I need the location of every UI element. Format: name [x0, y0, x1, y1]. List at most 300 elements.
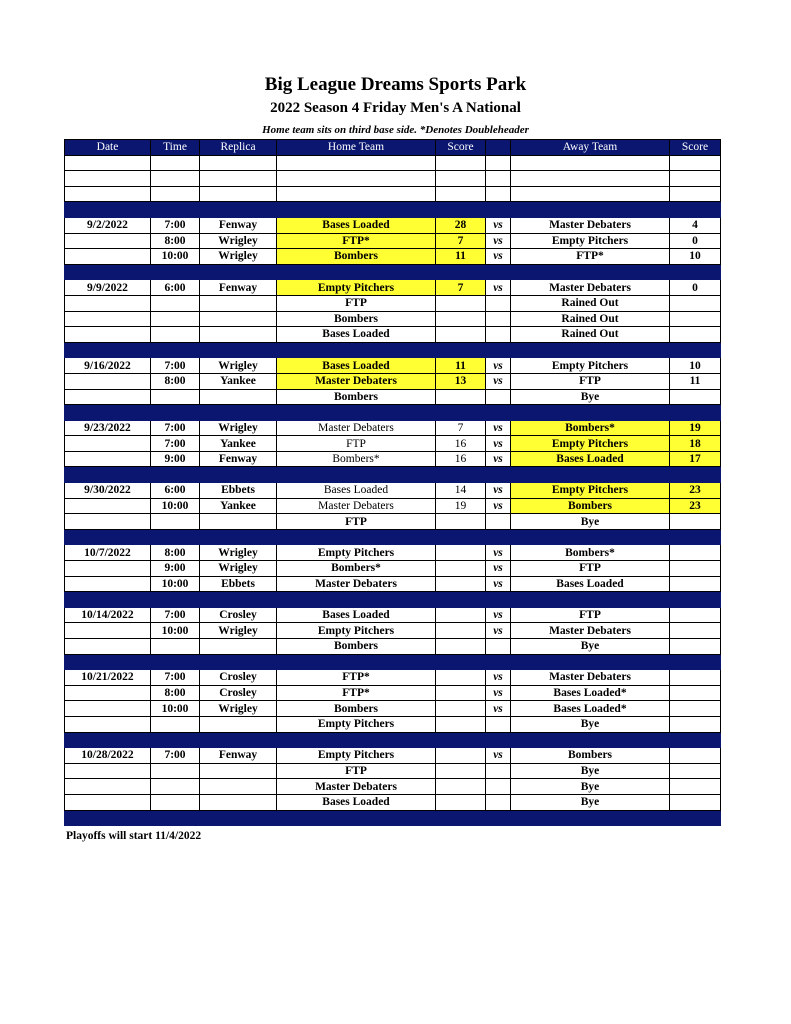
time-cell: 8:00 [151, 233, 200, 249]
away-team-cell: Master Debaters [511, 280, 670, 296]
away-team-cell: Empty Pitchers [511, 233, 670, 249]
away-score-cell [670, 748, 721, 764]
away-team-cell: Bye [511, 779, 670, 795]
separator-cell [511, 529, 670, 545]
home-team-cell: Master Debaters [277, 576, 436, 592]
week-separator-row [65, 405, 721, 421]
table-row [65, 249, 721, 265]
separator-cell [65, 467, 151, 483]
time-cell: 6:00 [151, 280, 200, 296]
separator-cell [151, 202, 200, 218]
separator-cell [436, 467, 486, 483]
separator-cell [65, 405, 151, 421]
blank-row [65, 171, 721, 187]
separator-cell [670, 654, 721, 670]
separator-cell [436, 529, 486, 545]
schedule-table [64, 139, 721, 826]
table-row [65, 514, 721, 530]
home-score-cell: 7 [436, 280, 486, 296]
home-team-cell: Bases Loaded [277, 794, 436, 810]
away-team-cell: Bases Loaded [511, 451, 670, 467]
table-row [65, 451, 721, 467]
table-row [65, 483, 721, 499]
empty-cell [670, 171, 721, 187]
home-team-cell: FTP [277, 514, 436, 530]
home-score-cell [436, 607, 486, 623]
separator-cell [511, 467, 670, 483]
date-cell [65, 763, 151, 779]
replica-cell: Wrigley [200, 545, 277, 561]
separator-cell [436, 654, 486, 670]
separator-cell [486, 342, 511, 358]
away-team-cell: Bye [511, 514, 670, 530]
separator-cell [511, 202, 670, 218]
home-team-cell: Master Debaters [277, 779, 436, 795]
separator-cell [436, 732, 486, 748]
week-separator-row [65, 654, 721, 670]
separator-cell [277, 342, 436, 358]
date-cell [65, 701, 151, 717]
separator-cell [151, 467, 200, 483]
replica-cell [200, 763, 277, 779]
replica-cell [200, 295, 277, 311]
separator-cell [151, 405, 200, 421]
separator-cell [151, 264, 200, 280]
away-score-cell: 23 [670, 483, 721, 499]
away-score-cell: 10 [670, 358, 721, 374]
time-cell [151, 716, 200, 732]
week-separator-row [65, 529, 721, 545]
table-row [65, 217, 721, 233]
table-row [65, 389, 721, 405]
col-header-time: Time [151, 140, 200, 156]
date-cell [65, 514, 151, 530]
separator-cell [151, 810, 200, 826]
table-row [65, 498, 721, 514]
separator-cell [486, 264, 511, 280]
week-separator-row [65, 467, 721, 483]
week-separator-row [65, 592, 721, 608]
home-team-cell: Bases Loaded [277, 217, 436, 233]
separator-cell [151, 654, 200, 670]
away-score-cell [670, 670, 721, 686]
home-team-cell: Bases Loaded [277, 607, 436, 623]
empty-cell [151, 171, 200, 187]
date-cell: 10/14/2022 [65, 607, 151, 623]
table-row [65, 748, 721, 764]
vs-cell [486, 514, 511, 530]
empty-cell [200, 186, 277, 202]
replica-cell: Ebbets [200, 576, 277, 592]
week-separator-row [65, 810, 721, 826]
home-score-cell: 14 [436, 483, 486, 499]
separator-cell [200, 592, 277, 608]
away-team-cell: Master Debaters [511, 623, 670, 639]
away-team-cell: Empty Pitchers [511, 358, 670, 374]
date-cell [65, 716, 151, 732]
empty-cell [277, 171, 436, 187]
date-cell: 9/9/2022 [65, 280, 151, 296]
vs-cell: vs [486, 701, 511, 717]
empty-cell [486, 155, 511, 171]
vs-cell: vs [486, 451, 511, 467]
away-score-cell [670, 716, 721, 732]
replica-cell [200, 716, 277, 732]
col-header-home-team: Home Team [277, 140, 436, 156]
separator-cell [436, 810, 486, 826]
table-header-row [65, 140, 721, 156]
date-cell [65, 794, 151, 810]
table-row [65, 763, 721, 779]
separator-cell [436, 264, 486, 280]
vs-cell [486, 763, 511, 779]
away-team-cell: Master Debaters [511, 670, 670, 686]
empty-cell [486, 186, 511, 202]
separator-cell [511, 405, 670, 421]
table-row [65, 607, 721, 623]
away-score-cell: 17 [670, 451, 721, 467]
table-row [65, 716, 721, 732]
away-team-cell: Rained Out [511, 327, 670, 343]
vs-cell: vs [486, 607, 511, 623]
home-score-cell: 16 [436, 451, 486, 467]
col-header-date: Date [65, 140, 151, 156]
date-cell [65, 451, 151, 467]
home-team-cell: FTP* [277, 670, 436, 686]
replica-cell: Yankee [200, 498, 277, 514]
home-score-cell [436, 794, 486, 810]
vs-cell [486, 716, 511, 732]
time-cell: 7:00 [151, 358, 200, 374]
table-row [65, 545, 721, 561]
vs-cell [486, 794, 511, 810]
separator-cell [511, 342, 670, 358]
replica-cell [200, 639, 277, 655]
replica-cell: Fenway [200, 451, 277, 467]
time-cell [151, 295, 200, 311]
separator-cell [277, 592, 436, 608]
away-team-cell: Rained Out [511, 311, 670, 327]
separator-cell [670, 342, 721, 358]
away-score-cell: 0 [670, 233, 721, 249]
separator-cell [151, 529, 200, 545]
separator-cell [670, 467, 721, 483]
vs-cell [486, 639, 511, 655]
vs-cell [486, 327, 511, 343]
separator-cell [200, 810, 277, 826]
time-cell: 10:00 [151, 249, 200, 265]
separator-cell [277, 264, 436, 280]
separator-cell [151, 342, 200, 358]
separator-cell [486, 732, 511, 748]
separator-cell [65, 529, 151, 545]
home-score-cell [436, 779, 486, 795]
away-score-cell: 18 [670, 436, 721, 452]
col-header-vs [486, 140, 511, 156]
empty-cell [65, 186, 151, 202]
empty-cell [486, 171, 511, 187]
home-team-cell: Bombers* [277, 451, 436, 467]
week-separator-row [65, 264, 721, 280]
time-cell: 6:00 [151, 483, 200, 499]
empty-cell [277, 155, 436, 171]
home-team-cell: Bombers [277, 701, 436, 717]
away-score-cell [670, 685, 721, 701]
time-cell: 9:00 [151, 561, 200, 577]
separator-cell [277, 467, 436, 483]
away-score-cell: 4 [670, 217, 721, 233]
home-score-cell: 16 [436, 436, 486, 452]
away-team-cell: Bombers [511, 498, 670, 514]
table-row [65, 311, 721, 327]
vs-cell: vs [486, 545, 511, 561]
week-separator-row [65, 342, 721, 358]
time-cell: 7:00 [151, 217, 200, 233]
empty-cell [670, 186, 721, 202]
time-cell: 7:00 [151, 436, 200, 452]
vs-cell: vs [486, 623, 511, 639]
separator-cell [151, 592, 200, 608]
page-title: Big League Dreams Sports Park [264, 74, 527, 95]
separator-cell [65, 654, 151, 670]
col-header-away-score: Score [670, 140, 721, 156]
home-team-cell: FTP* [277, 685, 436, 701]
separator-cell [511, 654, 670, 670]
empty-cell [200, 171, 277, 187]
away-score-cell [670, 545, 721, 561]
replica-cell: Crosley [200, 670, 277, 686]
away-score-cell: 23 [670, 498, 721, 514]
table-row [65, 358, 721, 374]
separator-cell [65, 592, 151, 608]
date-cell [65, 561, 151, 577]
vs-cell [486, 389, 511, 405]
vs-cell: vs [486, 748, 511, 764]
away-score-cell [670, 389, 721, 405]
table-row [65, 794, 721, 810]
empty-cell [436, 171, 486, 187]
vs-cell: vs [486, 670, 511, 686]
home-score-cell [436, 701, 486, 717]
time-cell: 7:00 [151, 670, 200, 686]
separator-cell [511, 592, 670, 608]
home-team-cell: FTP* [277, 233, 436, 249]
away-score-cell [670, 311, 721, 327]
home-score-cell: 13 [436, 373, 486, 389]
separator-cell [200, 732, 277, 748]
vs-cell: vs [486, 358, 511, 374]
vs-cell: vs [486, 280, 511, 296]
date-cell [65, 623, 151, 639]
date-cell [65, 327, 151, 343]
replica-cell: Crosley [200, 607, 277, 623]
separator-cell [486, 654, 511, 670]
home-score-cell: 28 [436, 217, 486, 233]
replica-cell: Fenway [200, 748, 277, 764]
separator-cell [486, 810, 511, 826]
home-score-cell [436, 545, 486, 561]
replica-cell: Crosley [200, 685, 277, 701]
home-score-cell: 11 [436, 358, 486, 374]
replica-cell: Wrigley [200, 233, 277, 249]
separator-cell [486, 405, 511, 421]
week-separator-row [65, 202, 721, 218]
separator-cell [436, 342, 486, 358]
table-row [65, 561, 721, 577]
vs-cell: vs [486, 498, 511, 514]
replica-cell: Wrigley [200, 420, 277, 436]
vs-cell [486, 779, 511, 795]
away-score-cell: 0 [670, 280, 721, 296]
home-score-cell: 11 [436, 249, 486, 265]
week-separator-row [65, 732, 721, 748]
empty-cell [670, 155, 721, 171]
separator-cell [511, 810, 670, 826]
time-cell [151, 389, 200, 405]
home-score-cell [436, 623, 486, 639]
separator-cell [277, 732, 436, 748]
away-score-cell [670, 623, 721, 639]
away-score-cell [670, 763, 721, 779]
time-cell [151, 794, 200, 810]
time-cell: 10:00 [151, 623, 200, 639]
home-team-cell: Bombers [277, 311, 436, 327]
home-score-cell [436, 311, 486, 327]
home-team-cell: FTP [277, 763, 436, 779]
separator-cell [200, 264, 277, 280]
date-cell: 10/28/2022 [65, 748, 151, 764]
table-row [65, 701, 721, 717]
date-cell: 9/30/2022 [65, 483, 151, 499]
separator-cell [670, 732, 721, 748]
time-cell [151, 514, 200, 530]
table-row [65, 436, 721, 452]
replica-cell [200, 794, 277, 810]
away-team-cell: Bombers* [511, 420, 670, 436]
separator-cell [277, 529, 436, 545]
home-team-cell: Bombers [277, 389, 436, 405]
home-team-cell: FTP [277, 436, 436, 452]
away-score-cell [670, 327, 721, 343]
away-team-cell: FTP* [511, 249, 670, 265]
separator-cell [670, 405, 721, 421]
separator-cell [65, 810, 151, 826]
date-cell [65, 373, 151, 389]
table-row [65, 233, 721, 249]
home-score-cell [436, 685, 486, 701]
separator-cell [277, 202, 436, 218]
home-team-cell: Master Debaters [277, 498, 436, 514]
separator-cell [436, 592, 486, 608]
time-cell: 7:00 [151, 748, 200, 764]
table-row [65, 295, 721, 311]
home-score-cell [436, 576, 486, 592]
playoffs-note: Playoffs will start 11/4/2022 [66, 830, 202, 842]
home-score-cell [436, 748, 486, 764]
separator-cell [65, 264, 151, 280]
separator-cell [511, 264, 670, 280]
home-team-cell: Bombers [277, 249, 436, 265]
vs-cell: vs [486, 436, 511, 452]
vs-cell: vs [486, 576, 511, 592]
away-team-cell: Bases Loaded* [511, 685, 670, 701]
separator-cell [486, 467, 511, 483]
separator-cell [277, 810, 436, 826]
time-cell [151, 763, 200, 779]
empty-cell [277, 186, 436, 202]
table-row [65, 623, 721, 639]
home-score-cell [436, 514, 486, 530]
home-score-cell [436, 639, 486, 655]
home-score-cell [436, 670, 486, 686]
home-score-cell [436, 327, 486, 343]
replica-cell: Wrigley [200, 358, 277, 374]
replica-cell [200, 514, 277, 530]
vs-cell: vs [486, 561, 511, 577]
time-cell [151, 639, 200, 655]
away-score-cell [670, 607, 721, 623]
home-team-cell: Empty Pitchers [277, 280, 436, 296]
separator-cell [200, 405, 277, 421]
home-team-cell: FTP [277, 295, 436, 311]
date-cell [65, 233, 151, 249]
home-score-cell [436, 295, 486, 311]
away-team-cell: Bases Loaded* [511, 701, 670, 717]
home-team-cell: Empty Pitchers [277, 545, 436, 561]
time-cell [151, 327, 200, 343]
separator-cell [436, 202, 486, 218]
empty-cell [65, 155, 151, 171]
time-cell: 10:00 [151, 498, 200, 514]
schedule-note: Home team sits on third base side. *Denotes Doubleheader [262, 124, 529, 136]
separator-cell [277, 654, 436, 670]
table-row [65, 639, 721, 655]
home-score-cell: 19 [436, 498, 486, 514]
separator-cell [486, 202, 511, 218]
date-cell: 9/16/2022 [65, 358, 151, 374]
separator-cell [65, 202, 151, 218]
replica-cell: Wrigley [200, 623, 277, 639]
home-team-cell: Master Debaters [277, 373, 436, 389]
away-score-cell [670, 779, 721, 795]
home-score-cell [436, 561, 486, 577]
separator-cell [436, 405, 486, 421]
away-team-cell: Bye [511, 716, 670, 732]
away-team-cell: Bye [511, 763, 670, 779]
away-score-cell [670, 794, 721, 810]
home-score-cell [436, 716, 486, 732]
date-cell [65, 685, 151, 701]
separator-cell [486, 529, 511, 545]
vs-cell [486, 295, 511, 311]
replica-cell: Wrigley [200, 249, 277, 265]
away-team-cell: FTP [511, 373, 670, 389]
separator-cell [670, 592, 721, 608]
empty-cell [436, 155, 486, 171]
away-team-cell: Empty Pitchers [511, 483, 670, 499]
separator-cell [670, 810, 721, 826]
vs-cell: vs [486, 249, 511, 265]
vs-cell: vs [486, 483, 511, 499]
home-team-cell: Bombers* [277, 561, 436, 577]
home-team-cell: Empty Pitchers [277, 748, 436, 764]
away-score-cell [670, 576, 721, 592]
empty-cell [151, 155, 200, 171]
replica-cell: Yankee [200, 373, 277, 389]
separator-cell [670, 202, 721, 218]
away-team-cell: Bases Loaded [511, 576, 670, 592]
date-cell: 9/23/2022 [65, 420, 151, 436]
